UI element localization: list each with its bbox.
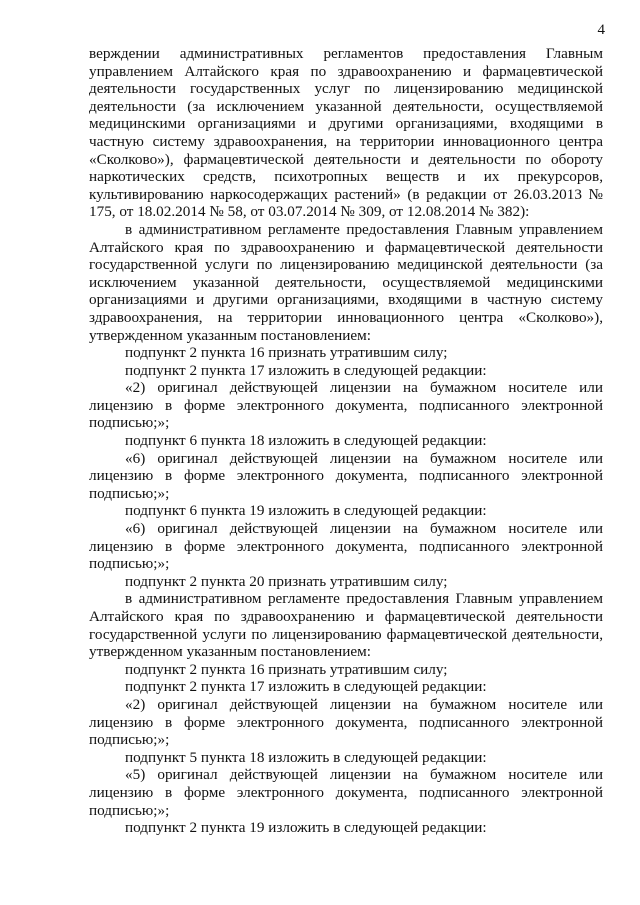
paragraph: подпункт 6 пункта 18 изложить в следующей редакции: <box>125 432 487 450</box>
paragraph-quote: «5) оригинал действующей лицензии на бумажном носителе или лицензию в форме электронного документа, подписанного электронной подписью;»; <box>89 766 603 819</box>
paragraph-quote: «2) оригинал действующей лицензии на бумажном носителе или лицензию в форме электронного документа, подписанного электронной подписью;»; <box>89 379 603 432</box>
paragraph-quote: «6) оригинал действующей лицензии на бумажном носителе или лицензию в форме электронного документа, подписанного электронной подписью;»; <box>89 449 603 502</box>
paragraph: подпункт 2 пункта 17 изложить в следующей редакции: <box>125 678 487 696</box>
paragraph: подпункт 2 пункта 16 признать утратившим силу; <box>125 660 448 678</box>
page-number: 4 <box>597 22 605 38</box>
paragraph: подпункт 6 пункта 19 изложить в следующей редакции: <box>125 502 487 520</box>
paragraph-pharma-regulation: в административном регламенте предоставления Главным управлением Алтайского края по здравоохранению и фармацевтической деятельности государственной услуги по лицензированию фармацевтической деятельности, утвержденном указанным постановлением: <box>89 590 603 661</box>
paragraph-continuation: верждении административных регламентов предоставления Главным управлением Алтайского края по здравоохранению и фармацевтической деятельности государственных услуг по лицензированию медицинской деятельности (за исключением указанной деятельности, осуществляемой медицинскими организациями и другими организациями, входящими в частную систему здравоохранения, на территории инновационного центра «Сколково»), фармацевтической деятельности и деятельности по обороту наркотических средств, психотропных веществ и их прекурсоров, культивированию наркосодержащих растений» (в редакции от 26.03.2013 № 175, от 18.02.2014 № 58, от 03.07.2014 № 309, от 12.08.2014 № 382): <box>89 45 603 221</box>
paragraph: подпункт 2 пункта 20 признать утратившим силу; <box>125 572 448 590</box>
paragraph: подпункт 2 пункта 19 изложить в следующей редакции: <box>125 819 487 837</box>
paragraph-quote: «6) оригинал действующей лицензии на бумажном носителе или лицензию в форме электронного документа, подписанного электронной подписью;»; <box>89 520 603 573</box>
paragraph-quote: «2) оригинал действующей лицензии на бумажном носителе или лицензию в форме электронного документа, подписанного электронной подписью;»; <box>89 695 603 749</box>
paragraph-medical-regulation: в административном регламенте предоставления Главным управлением Алтайского края по здравоохранению и фармацевтической деятельности государственной услуги по лицензированию медицинской деятельности (за исключением указанной деятельности, осуществляемой медицинскими организациями и другими организациями, входящими в частную систему здравоохранения, на территории инновационного центра «Сколково»), утвержденном указанным постановлением: <box>89 220 603 344</box>
document-body <box>89 45 603 837</box>
paragraph: подпункт 2 пункта 17 изложить в следующей редакции: <box>125 361 487 379</box>
paragraph: подпункт 5 пункта 18 изложить в следующей редакции: <box>125 748 487 766</box>
paragraph: подпункт 2 пункта 16 признать утратившим силу; <box>125 344 448 362</box>
